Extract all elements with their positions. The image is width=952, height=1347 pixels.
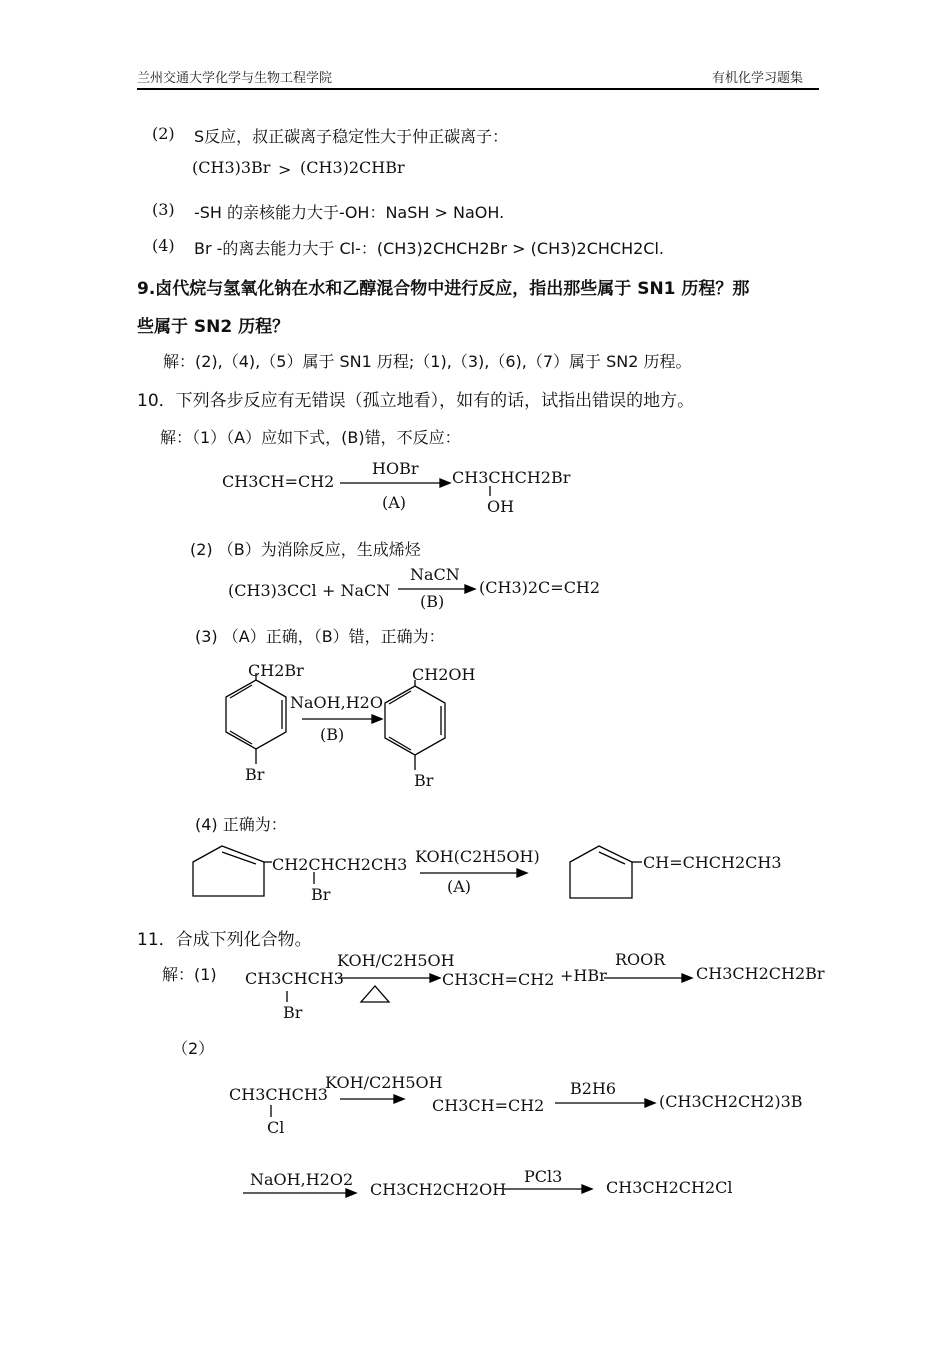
q10-part1-reagent: HOBr — [372, 459, 419, 478]
q10-part1-intro: 解：（1）（A）应如下式，(B)错，不反应： — [160, 428, 461, 447]
q10-part2-reactant: (CH3)3CCl — [228, 581, 317, 600]
q8-item4-num: (4) — [152, 236, 175, 255]
q10-part4-chain: CH2CHCH2CH3 — [272, 855, 408, 874]
q11-title: 11．合成下列化合物。 — [137, 930, 312, 950]
q10-part3-sub-top-b: CH2OH — [412, 665, 476, 684]
q10-part2-product: (CH3)2C=CH2 — [479, 578, 601, 597]
q10-part3-label: (B) — [320, 725, 345, 744]
header-right: 有机化学习题集 — [712, 71, 804, 86]
q10-part4-intro: (4) 正确为： — [195, 815, 287, 834]
q10-part3-sub-bottom-b: Br — [414, 771, 434, 790]
q9-answer: 解：(2),（4),（5）属于 SN1 历程;（1),（3),（6),（7）属于 SN2 历程。 — [163, 352, 692, 371]
q8-item3-text: -SH 的亲核能力大于-OH：NaSH > NaOH. — [194, 203, 505, 222]
q10-part1-label: (A) — [382, 493, 407, 512]
q9-title-line2: 些属于 SN2 历程？ — [137, 317, 290, 337]
q10-part3-intro: (3) （A）正确，（B）错，正确为： — [195, 627, 445, 646]
q9-title-line1: 9.卤代烷与氢氧化钠在水和乙醇混合物中进行反应，指出那些属于 SN1 历程？那 — [137, 279, 750, 299]
q10-title: 10．下列各步反应有无错误（孤立地看），如有的话，试指出错误的地方。 — [137, 391, 695, 411]
q11-part2-reagent4: PCl3 — [524, 1167, 563, 1186]
q11-part2-intermediate3: CH3CH2CH2OH — [370, 1180, 507, 1199]
q10-part1-reactant: CH3CH=CH2 — [222, 472, 335, 491]
q11-part2-intermediate1: CH3CH=CH2 — [432, 1096, 545, 1115]
q11-part2-product: CH3CH2CH2Cl — [606, 1178, 733, 1197]
q11-part1-label: 解：(1) — [162, 965, 217, 984]
q10-part4-chain-sub: Br — [311, 885, 331, 904]
benzene-ring-a — [226, 673, 286, 764]
benzene-ring-b — [385, 680, 445, 770]
q10-part3-sub-bottom-a: Br — [245, 765, 265, 784]
q10-part4-product-chain: CH=CHCH2CH3 — [643, 853, 782, 872]
q8-item2-gt: > — [278, 160, 292, 179]
q8-item2-text: S反应，叔正碳离子稳定性大于仲正碳离子： — [194, 127, 509, 146]
q10-part1-product-sub: OH — [487, 497, 515, 516]
q8-item2-formula-a: (CH3)3Br — [192, 158, 271, 177]
q11-part2-intermediate2: (CH3CH2CH2)3B — [659, 1092, 803, 1111]
q11-part1-reactant-sub: Br — [283, 1003, 303, 1022]
cyclopentene-ring-b — [570, 846, 642, 898]
q11-part1-reagent: KOH/C2H5OH — [337, 951, 455, 970]
q11-part2-reagent2: B2H6 — [570, 1079, 617, 1098]
q11-part2-reactant-sub: Cl — [267, 1118, 285, 1137]
q10-part4-label: (A) — [447, 877, 472, 896]
q8-item4-text: Br -的离去能力大于 Cl-：(CH3)2CHCH2Br > (CH3)2CHCH2Cl. — [194, 239, 664, 258]
q11-part1-plus: +HBr — [560, 966, 607, 985]
q10-part1-product: CH3CHCH2Br — [452, 468, 571, 487]
q10-part2-plus: + NaCN — [322, 581, 391, 600]
q8-item2-num: (2) — [152, 124, 175, 143]
q8-item3-num: (3) — [152, 200, 175, 219]
q11-part1-intermediate: CH3CH=CH2 — [442, 970, 555, 989]
heat-triangle-icon — [361, 986, 389, 1002]
q11-part2-reagent1: KOH/C2H5OH — [325, 1073, 443, 1092]
q10-part3-sub-top-a: CH2Br — [248, 661, 304, 680]
cyclopentene-ring-a — [193, 846, 272, 896]
q11-part2-reactant: CH3CHCH3 — [229, 1085, 328, 1104]
q11-part2-reagent3: NaOH,H2O2 — [250, 1170, 354, 1189]
q8-item2-formula-b: (CH3)2CHBr — [300, 158, 405, 177]
q10-part2-label: (B) — [420, 592, 445, 611]
q11-part2-label: （2） — [172, 1039, 215, 1058]
q10-part4-reagent: KOH(C2H5OH) — [415, 847, 540, 866]
q10-part2-intro: (2) （B）为消除反应，生成烯烃 — [190, 540, 421, 559]
q11-part1-product: CH3CH2CH2Br — [696, 964, 825, 983]
q10-part3-reagent: NaOH,H2O — [290, 693, 383, 712]
header-left: 兰州交通大学化学与生物工程学院 — [137, 71, 333, 86]
q11-part1-reactant: CH3CHCH3 — [245, 969, 344, 988]
q11-part1-reagent2: ROOR — [615, 950, 666, 969]
q10-part2-reagent: NaCN — [410, 565, 460, 584]
